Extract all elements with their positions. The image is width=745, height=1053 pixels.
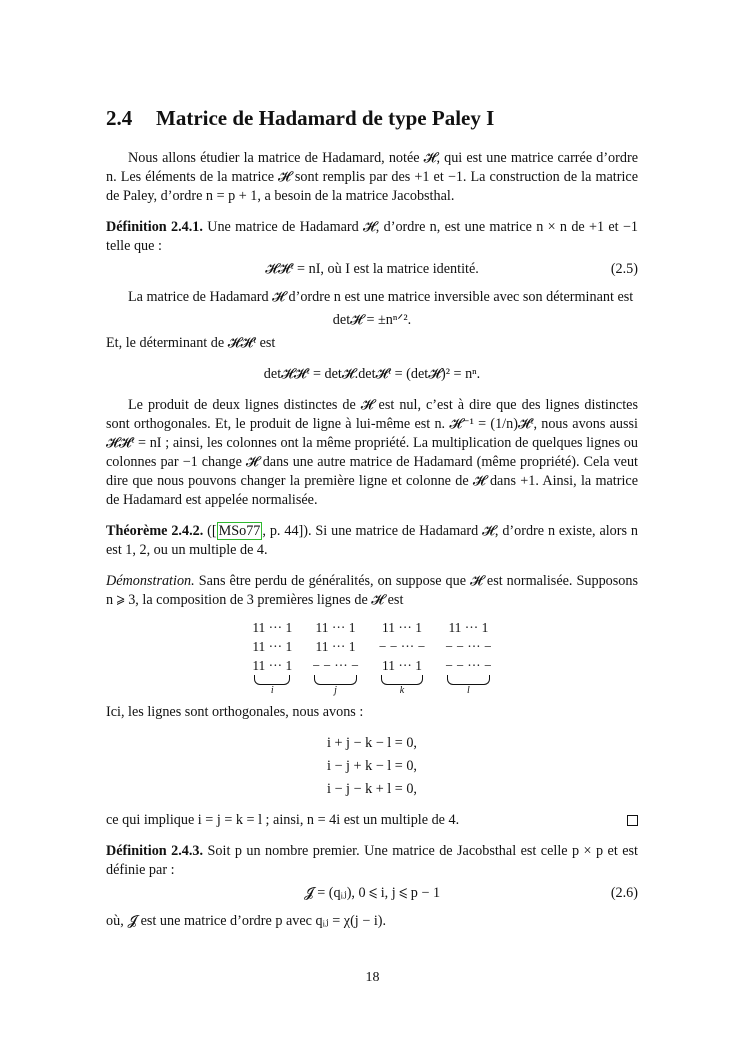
matrix-cell: − − ··· − — [445, 658, 492, 673]
equation-body: 𝓗𝓗ᵗ = nI, où I est la matrice identité. — [265, 261, 479, 277]
section-title: Matrice de Hadamard de type Paley I — [156, 106, 495, 130]
definition-2-4-3 — [106, 842, 638, 880]
page-body — [106, 104, 638, 931]
matrix-cell: 11 ··· 1 — [448, 620, 489, 635]
theorem-label: Théorème 2.4.2. — [106, 523, 204, 539]
section-heading — [106, 104, 638, 132]
section-number: 2.4 — [106, 106, 133, 130]
jacobsthal-paragraph: où, 𝓙 est une matrice d’ordre p avec qᵢⱼ = χ(j − i). — [106, 913, 387, 929]
definition-text: Soit p un nombre premier. Une matrice de Jacobsthal est celle p × p et est définie par : — [106, 843, 638, 878]
row-composition-matrix — [106, 618, 638, 697]
matrix-cell: 11 ··· 1 — [381, 658, 422, 673]
system-equation: i − j − k + l = 0, — [327, 781, 417, 797]
underbrace — [254, 675, 290, 685]
brace-label: k — [399, 685, 405, 696]
orthogonality-paragraph: Le produit de deux lignes distinctes de 𝓗 est nul, c’est à dire que des lignes distinctes sont orthogonales. Et, le produit de ligne à lui-même est n. 𝓗⁻¹ = (1/n)𝓗ᵗ, nous avons aussi 𝓗𝓗ᵗ = nI ; ainsi, les colonnes ont la même propriété. La multiplication de quelques lignes ou colonnes par −1 change 𝓗 dans une autre matrice de Hadamard (même propriété). Cela veut dire que nous pouvons changer la première ligne et colonne de 𝓗 dans +1. Ainsi, la matrice de Hadamard est appelée normalisée. — [106, 397, 638, 508]
matrix-cell: − − ··· − — [445, 639, 492, 654]
proof-text: Sans être perdu de généralités, on suppose que 𝓗 est normalisée. Supposons n ⩾ 3, la composition de 3 premières lignes de 𝓗 est — [106, 573, 638, 608]
conclusion-text: ce qui implique i = j = k = l ; ainsi, n = 4i est un multiple de 4. — [106, 812, 460, 828]
equation-2-5 — [106, 260, 638, 279]
equation-system — [106, 732, 638, 801]
equation-number: (2.5) — [610, 261, 638, 277]
intro-paragraph: Nous allons étudier la matrice de Hadamard, notée 𝓗, qui est une matrice carrée d’ordre n. Les éléments de la matrice 𝓗 sont remplis par des +1 et −1. La construction de la matrice de Paley, d’ordre n = p + 1, a besoin de la matrice Jacobsthal. — [106, 150, 638, 204]
matrix-cell: − − ··· − — [378, 639, 426, 654]
determinant-paragraph: La matrice de Hadamard 𝓗 d’ordre n est une matrice inversible avec son déterminant est — [128, 289, 634, 305]
proof-paragraph — [106, 572, 638, 610]
matrix-cell: 11 ··· 1 — [315, 639, 356, 654]
matrix-cell: 11 ··· 1 — [252, 639, 293, 654]
orthogonal-rows-intro: Ici, les lignes sont orthogonales, nous avons : — [106, 704, 364, 720]
determinant-equation: det𝓗 = ±nⁿᐟ². — [332, 312, 412, 328]
equation-number: (2.6) — [610, 885, 638, 901]
matrix-block — [312, 618, 358, 697]
theorem-cite-open: ( — [207, 523, 212, 539]
definition-2-4-1 — [106, 218, 638, 256]
definition-label: Définition 2.4.1. — [106, 219, 203, 235]
underbrace — [447, 675, 489, 685]
theorem-2-4-2 — [106, 522, 638, 560]
theorem-cite-rest: , p. 44]). — [262, 523, 312, 539]
matrix-cell: 11 ··· 1 — [252, 658, 293, 673]
definition-text: Une matrice de Hadamard 𝓗, d’ordre n, est une matrice n × n de +1 et −1 telle que : — [106, 219, 638, 254]
proof-conclusion — [106, 811, 638, 830]
matrix-block — [379, 618, 425, 697]
matrix-cell: − − ··· − — [312, 658, 359, 673]
brace-label: j — [334, 685, 337, 696]
matrix-block — [445, 618, 491, 697]
underbrace — [381, 675, 423, 685]
definition-label: Définition 2.4.3. — [106, 843, 204, 859]
proof-label: Démonstration. — [106, 573, 195, 589]
equation-2-6 — [106, 884, 638, 903]
theorem-text: Si une matrice de Hadamard 𝓗, d’ordre n existe, alors n est 1, 2, ou un multiple de 4. — [106, 523, 638, 558]
matrix-cell: 11 ··· 1 — [252, 620, 293, 635]
page-number: 18 — [365, 970, 380, 985]
qed-symbol — [627, 815, 638, 826]
system-equation: i − j + k − l = 0, — [327, 758, 417, 774]
equation-body: 𝓙 = (qᵢⱼ), 0 ⩽ i, j ⩽ p − 1 — [303, 885, 441, 901]
determinant-product-equation: det𝓗𝓗ᵗ = det𝓗.det𝓗ᵗ = (det𝓗)² = nⁿ. — [263, 366, 481, 382]
system-equation: i + j − k − l = 0, — [327, 735, 417, 751]
underbrace — [314, 675, 356, 685]
determinant-intro: Et, le déterminant de 𝓗𝓗ᵗ est — [106, 335, 276, 351]
theorem-cite-bracket: [ — [211, 523, 217, 539]
brace-label: i — [270, 685, 274, 696]
citation-link[interactable]: MSo77 — [218, 523, 261, 539]
matrix-cell: 11 ··· 1 — [315, 620, 356, 635]
matrix-block — [252, 618, 292, 697]
matrix-cell: 11 ··· 1 — [381, 620, 422, 635]
brace-label: l — [467, 685, 470, 696]
